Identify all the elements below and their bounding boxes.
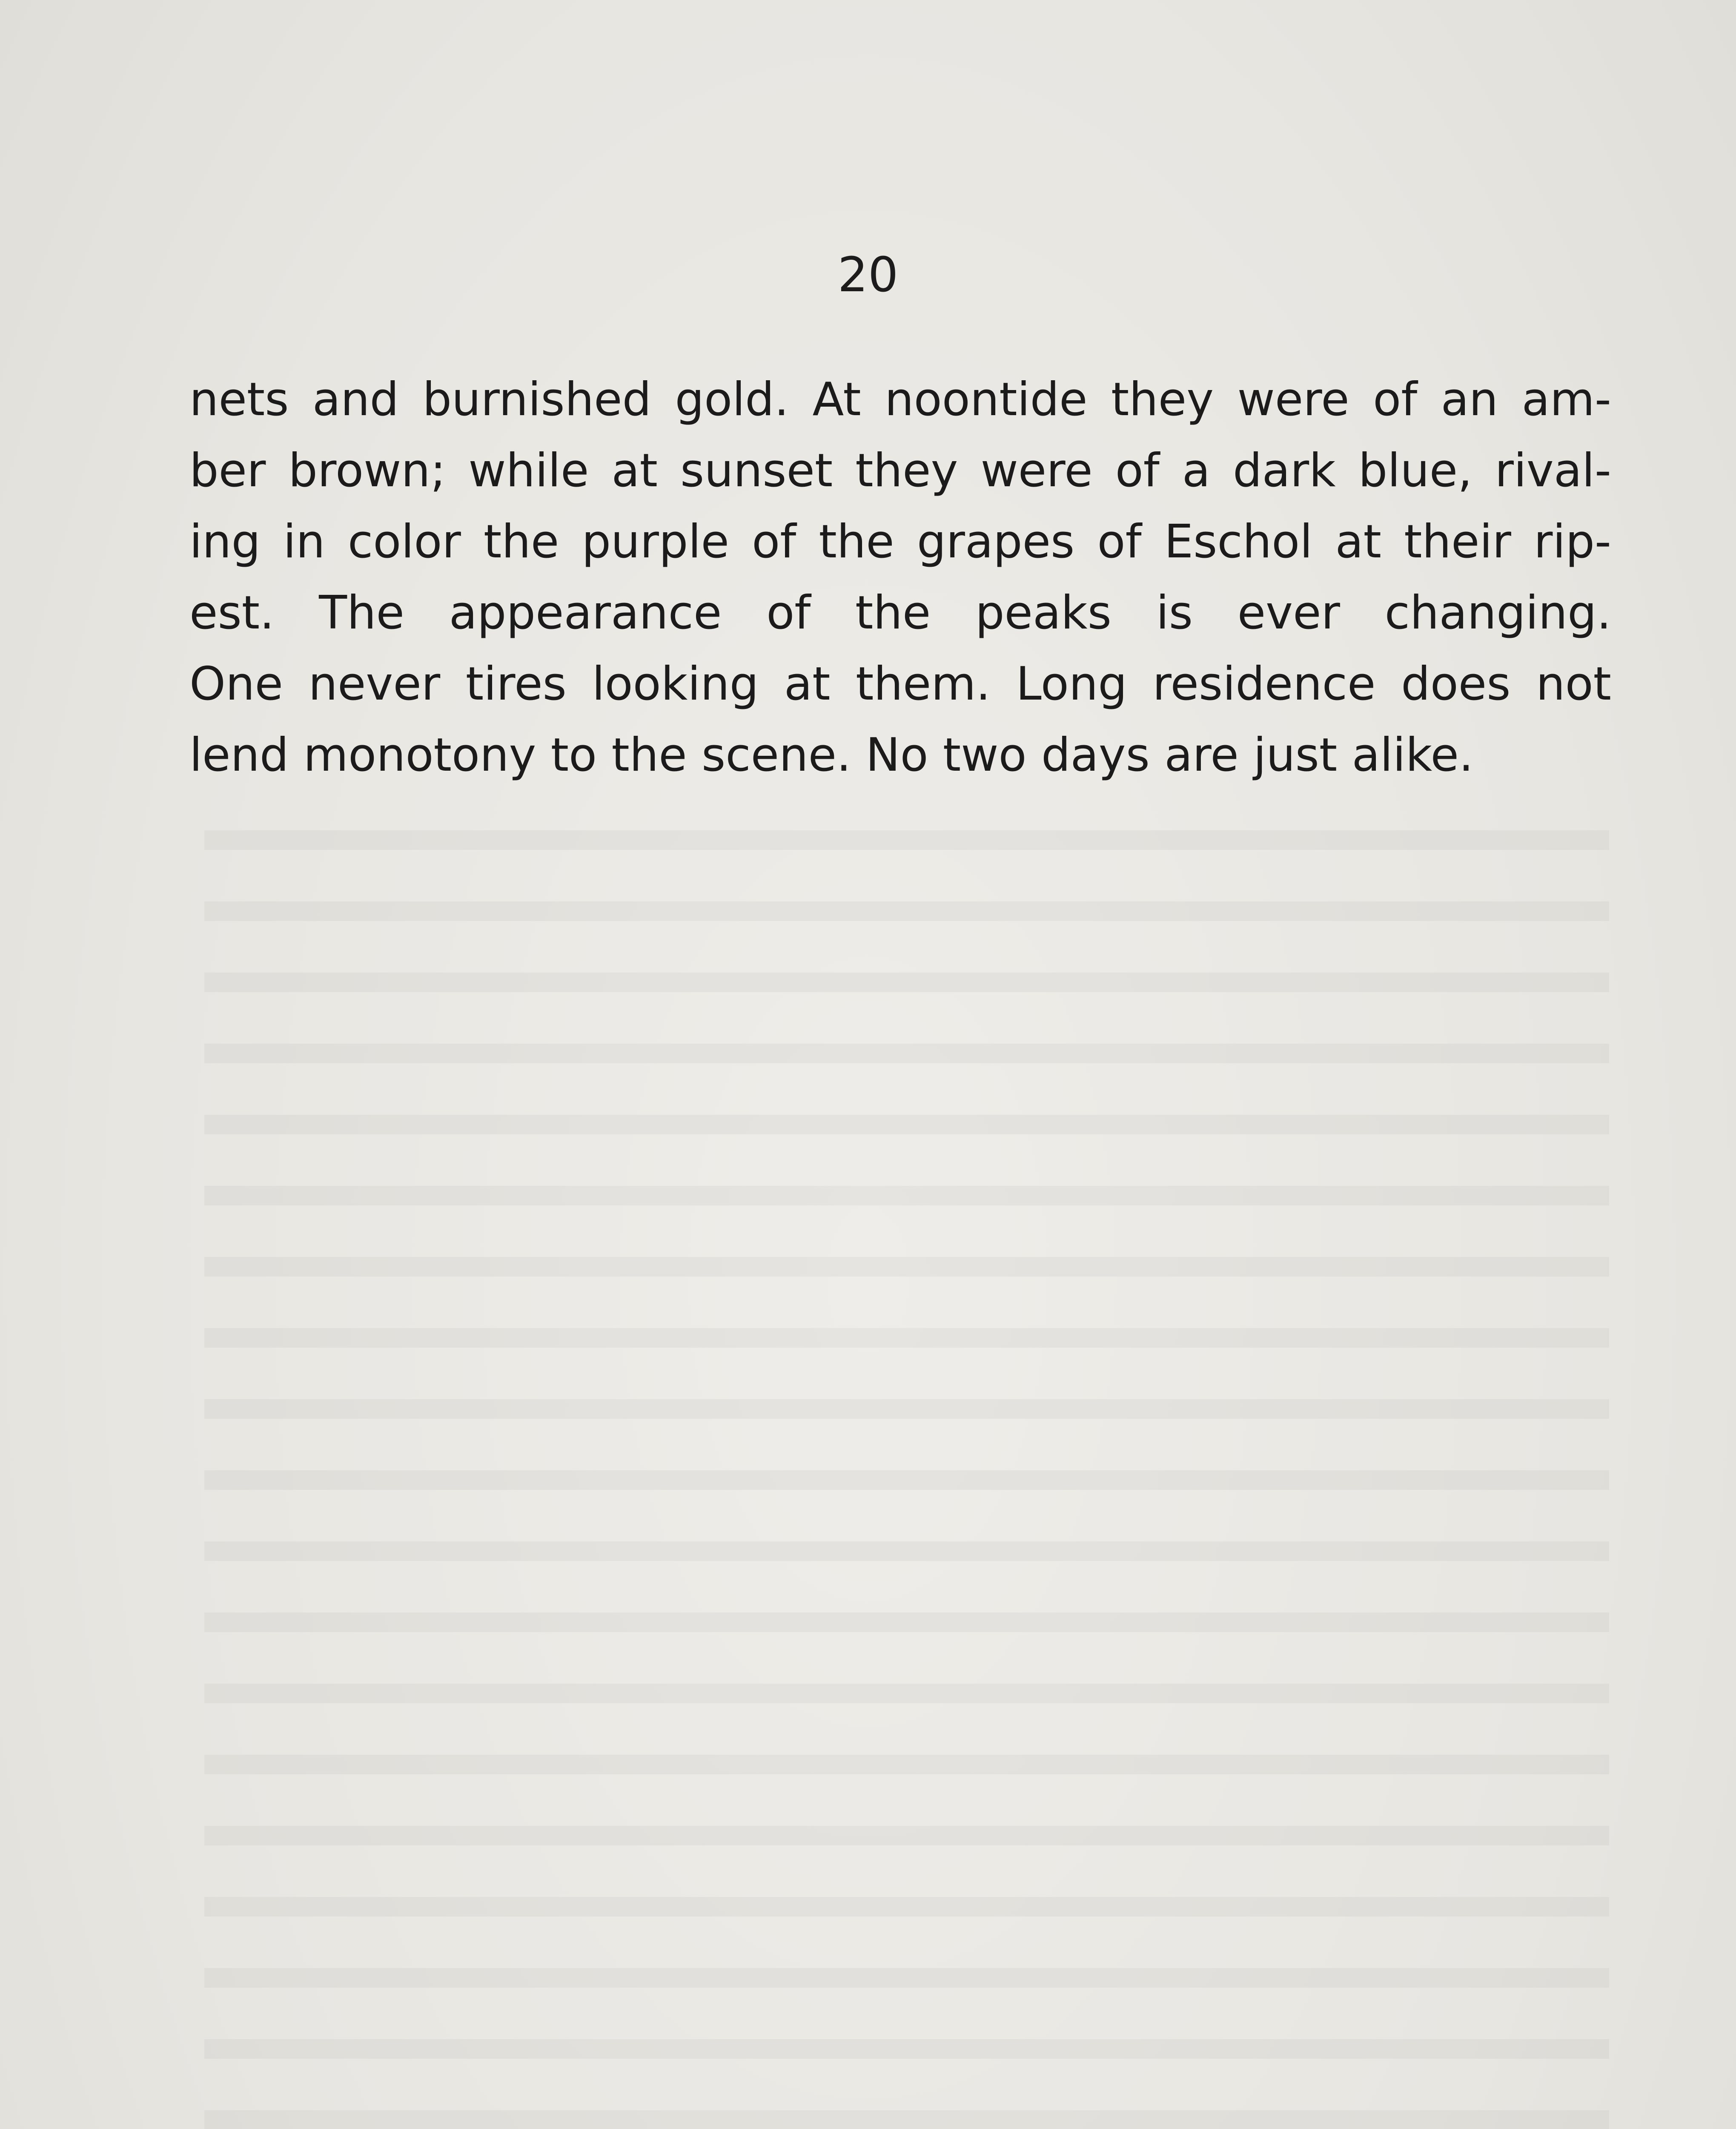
page-number: 20 [837,247,899,303]
show-through-texture [204,830,1609,2129]
body-paragraph [189,364,1611,791]
text-line: nets and burnished gold. At noontide they were of an am- [189,373,1611,426]
text-line: One never tires looking at them. Long residence does not [189,657,1611,711]
text-line: lend monotony to the scene. No two days are just alike. [189,729,1474,782]
text-line: est. The appearance of the peaks is ever changing. [189,586,1611,640]
text-line: ber brown; while at sunset they were of a dark blue, rival- [189,444,1611,497]
text-line: ing in color the purple of the grapes of Eschol at their rip- [189,515,1611,568]
